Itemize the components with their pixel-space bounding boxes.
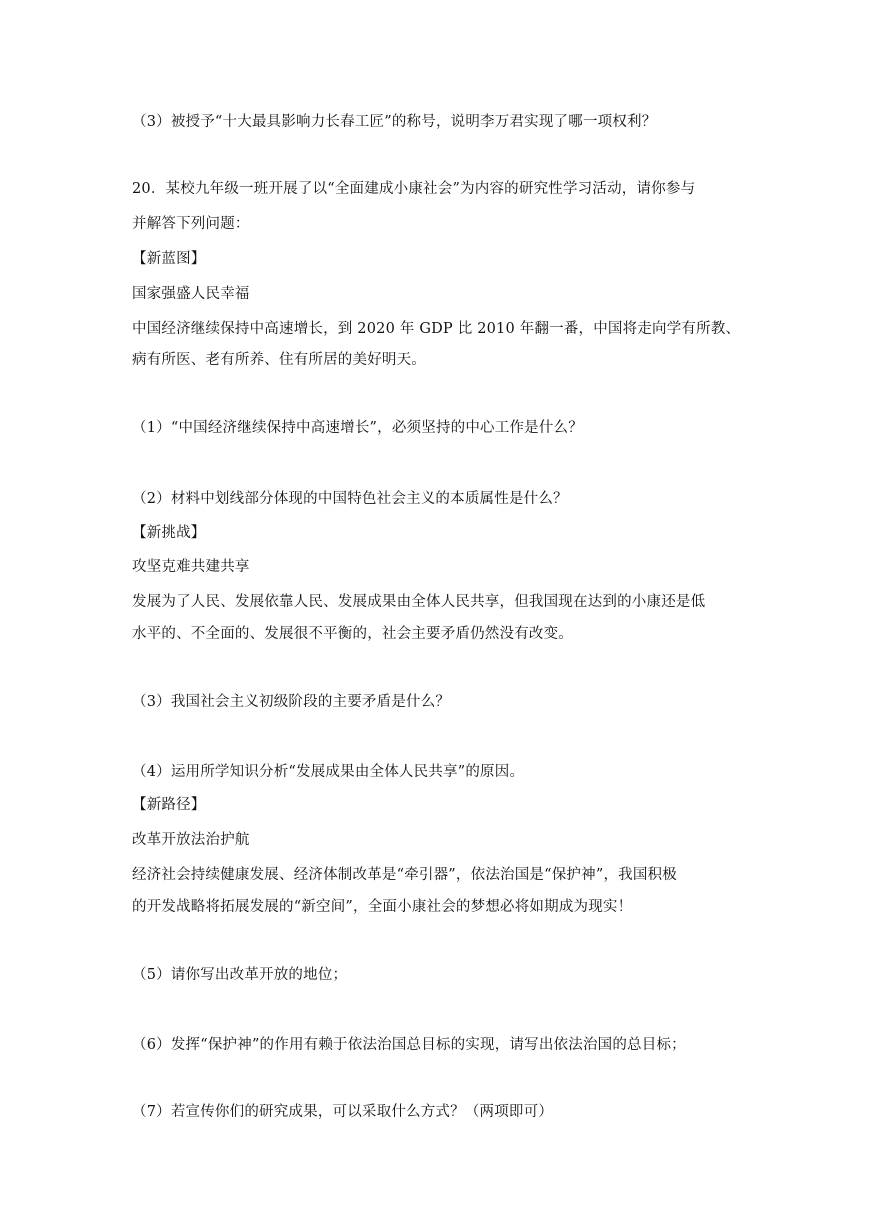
section-subtitle-challenge: 攻坚克难共建共享 xyxy=(132,559,250,575)
question-4: （4）运用所学知识分析“发展成果由全体人民共享”的原因。 xyxy=(132,764,525,780)
section-subtitle-path: 改革开放法治护航 xyxy=(132,832,250,848)
question-2: （2）材料中划线部分体现的中国特色社会主义的本质属性是什么？ xyxy=(132,491,568,507)
question-3: （3）我国社会主义初级阶段的主要矛盾是什么？ xyxy=(132,694,451,710)
section-subtitle-blueprint: 国家强盛人民幸福 xyxy=(132,286,250,302)
question-5: （5）请你写出改革开放的地位； xyxy=(132,967,348,983)
question-7: （7）若宣传你们的研究成果，可以采取什么方式？（两项即可） xyxy=(132,1104,554,1120)
section-heading-new-blueprint: 【新蓝图】 xyxy=(132,251,206,267)
challenge-text-line2: 水平的、不全面的、发展很不平衡的，社会主要矛盾仍然没有改变。 xyxy=(132,626,573,642)
challenge-text-line1: 发展为了人民、发展依靠人民、发展成果由全体人民共享，但我国现在达到的小康还是低 xyxy=(132,594,706,610)
section-heading-new-path: 【新路径】 xyxy=(132,797,206,813)
blueprint-text-line2: 病有所医、老有所养、住有所居的美好明天。 xyxy=(132,352,426,368)
blueprint-text-line1: 中国经济继续保持中高速增长，到 2020 年 GDP 比 2010 年翻一番，中国将走向学有所教、 xyxy=(132,321,741,337)
question-1: （1）“中国经济继续保持中高速增长”，必须坚持的中心工作是什么？ xyxy=(132,420,583,436)
path-text-line2: 的开发战略将拓展发展的“新空间”，全面小康社会的梦想必将如期成为现实！ xyxy=(132,899,633,915)
q20-intro-line2: 并解答下列问题： xyxy=(132,216,250,232)
question-6: （6）发挥“保护神”的作用有赖于依法治国总目标的实现，请写出依法治国的总目标； xyxy=(132,1037,686,1053)
section-heading-new-challenge: 【新挑战】 xyxy=(132,525,206,541)
path-text-line1: 经济社会持续健康发展、经济体制改革是“牵引器”，依法治国是“保护神”，我国积极 xyxy=(132,867,677,883)
q20-intro-line1: 20．某校九年级一班开展了以“全面建成小康社会”为内容的研究性学习活动，请你参与 xyxy=(132,181,696,197)
q19-part3-question: （3）被授予“十大最具影响力长春工匠”的称号，说明李万君实现了哪一项权利？ xyxy=(132,114,657,130)
